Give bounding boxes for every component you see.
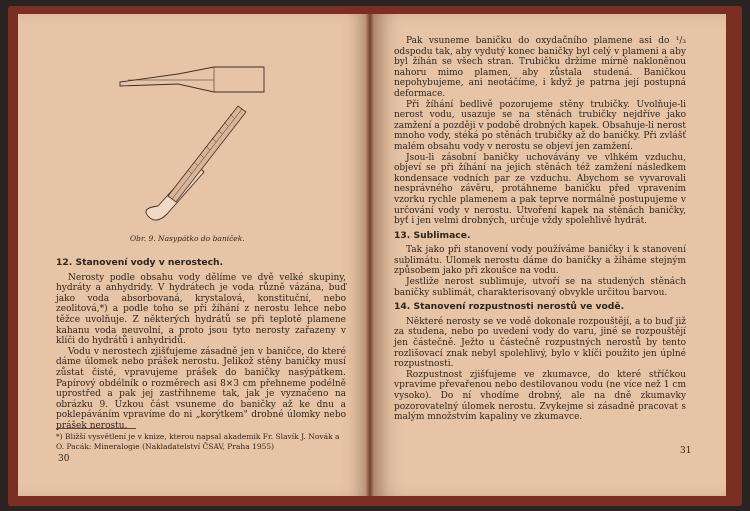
right-page bbox=[374, 14, 726, 496]
paragraph: Vodu v nerostech zjišťujeme zásadně jen v baničce, do které dáme úlomek nebo prášek nerostu. Jelikož stěny baničky musí zůstat čisté, vpravujeme prášek do baničky nasýpátkem. Papírový obdélník o rozměrech asi 8×3 cm přehneme podélně uprostřed a pak jej zastřihneme tak, jak je vyznačeno na obrázku 9. Úzkou část vsuneme do baničky až ke dnu a poklepáváním vpravíme do ni „korýtkem" drobné úlomky nebo prášek nerostu. bbox=[56, 346, 346, 431]
page-number-right: 31 bbox=[680, 446, 692, 456]
footnote-rule bbox=[56, 428, 136, 429]
paragraph: Při žíhání bedlivě pozorujeme stěny trubičky. Uvolňuje-li nerost vodu, usazuje se na stěnách trubičky nejdříve jako zamžení a později v podobě drobných kapek. Obsahuje-li nerost mnoho vody, stéká po stěnách trubičky až do baničky. Při zvlášť malém obsahu vody v nerostu se objeví jen zamžení. bbox=[394, 99, 686, 152]
paragraph: Pak vsuneme baničku do oxydačního plamene asi do ¹/₃ odspodu tak, aby vydutý konec baničky byl celý v plameni a aby byl žíhán se všech stran. Trubičku držíme mírně nakloněnou nahoru mimo plamen, aby zůstala studená. Baničkou nepohybujeme, ani neotáčíme, i když je patrna její postupná deformace. bbox=[394, 36, 686, 99]
paragraph: Nerosty podle obsahu vody dělíme ve dvě velké skupiny, hydráty a anhydridy. V hydrátech je voda různě vázána, buď jako voda absorbovaná, krystalová, konstituční, nebo zeolitová,*) a podle toho se při žíhání z nerostu lehce nebo těžce uvolňuje. Z některých hydrátů se při teplotě plamene kahanu voda neuvolní, a proto jsou tyto nerosty zařazeny v klíči do hydrátů i anhydridů. bbox=[56, 272, 346, 347]
paragraph: Některé nerosty se ve vodě dokonale rozpouštějí, a to buď již za studena, nebo po uvedení vody do varu, jiné se rozpouštějí jen částečně. Ježto u částečně rozpustných nerostů by tento rozlišovací znak nebyl spolehlivý, bylo v klíči použito jen úplné rozpustnosti. bbox=[394, 316, 686, 370]
book-gutter bbox=[366, 14, 374, 496]
section-heading-13: 13. Sublimace. bbox=[394, 229, 471, 241]
page-number-left: 30 bbox=[58, 454, 70, 464]
paragraph: Tak jako při stanovení vody používáme baničky i k stanovení sublimátu. Úlomek nerostu dáme do baničky a žíháme stejným způsobem jako při zkoušce na vodu. bbox=[394, 245, 686, 277]
section-heading-14: 14. Stanovení rozpustnosti nerostů ve vodě. bbox=[394, 301, 625, 313]
figure-caption: Obr. 9. Nasypátko do baniček. bbox=[130, 234, 245, 243]
paragraph: Jestliže nerost sublimuje, utvoří se na studených stěnách baničky sublimát, charakterisovaný obvykle určitou barvou. bbox=[394, 277, 686, 298]
paragraph: Rozpustnost zjišťujeme ve zkumavce, do které stříčkou vpravíme převařenou nebo destilovanou vodu (ne více než 1 cm vysoko). Do ní vhodíme drobný, ale na dně zkumavky pozorovatelný úlomek nerostu. Zvykejme si zásadně pracovat s malým množstvím kapaliny ve zkumavce. bbox=[394, 369, 686, 423]
left-page bbox=[18, 14, 366, 496]
footnote: *) Bližší vysvětlení je v knize, kterou napsal akademik Fr. Slavík J. Novák a O. Pacák: Mineralogie (Nakladatelství ČSAV, Praha 1955) bbox=[56, 432, 340, 451]
left-body bbox=[56, 254, 346, 432]
section-heading-12: 12. Stanovení vody v nerostech. bbox=[56, 257, 224, 268]
funnel-illustration bbox=[18, 14, 366, 224]
paragraph: Jsou-li zásobní baničky uchovávány ve vlhkém vzduchu, objeví se při žíhání na jejich stěnách též zamžení následkem kondensace vodních par ze vzduchu. Abychom se vyvarovali nesprávného závěru, protáhneme baničku před vpravením vzorku rychle plamenem a pak teprve normálně postupujeme v určování vody v nerostu. Utvoření kapek na stěnách baničky, byť i jen velmi drobných, určuje vždy spolehlivě hydrát. bbox=[394, 152, 686, 227]
right-body bbox=[394, 36, 686, 423]
